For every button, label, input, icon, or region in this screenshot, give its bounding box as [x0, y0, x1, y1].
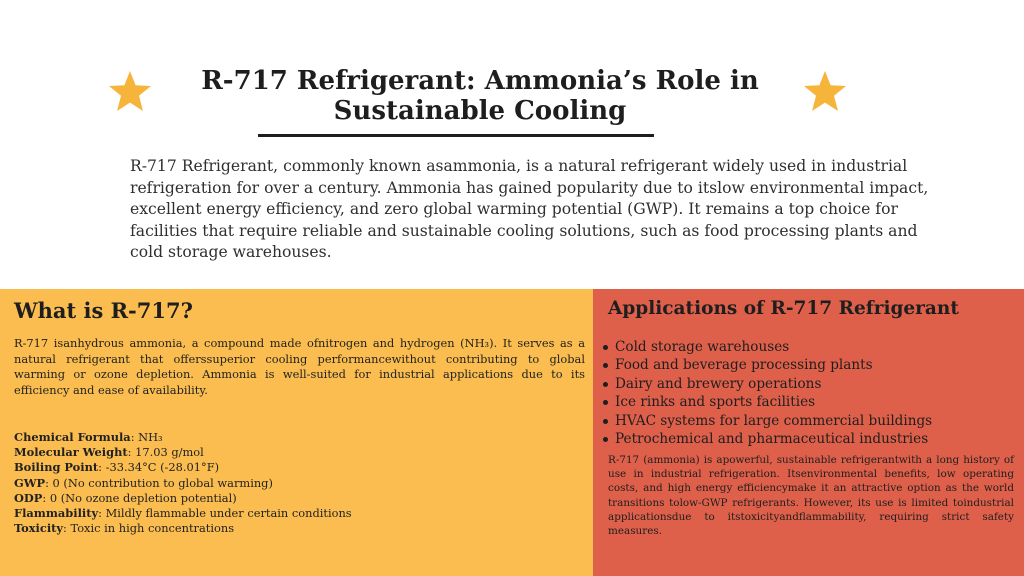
spec-value: : 17.03 g/mol [127, 445, 204, 460]
list-item: Cold storage warehouses [603, 338, 1013, 356]
spec-label: ODP [14, 490, 43, 505]
list-item: Ice rinks and sports facilities [603, 393, 1013, 411]
spec-item [14, 491, 585, 506]
spec-item [14, 521, 585, 536]
spec-value: : Mildly flammable under certain conditions [98, 506, 352, 521]
list-item: Petrochemical and pharmaceutical industries [603, 430, 1013, 448]
spec-item [14, 460, 585, 475]
star-right-icon [803, 70, 847, 112]
spec-item [14, 445, 585, 460]
title-underline [258, 134, 654, 137]
what-is-heading: What is R-717? [14, 298, 193, 323]
what-is-description: R-717 isanhydrous ammonia, a compound made ofnitrogen and hydrogen (NH₃). It serves as a natural refrigerant that offerssuperior cooling performancewithout contributing to global warming or ozone depletion. Ammonia is well-suited for industrial applications due to its efficiency and ease of availability. [14, 336, 585, 397]
list-item: Dairy and brewery operations [603, 375, 1013, 393]
star-left-icon [108, 70, 152, 112]
spec-label: Molecular Weight [14, 445, 128, 460]
spec-item [14, 476, 585, 491]
spec-item [14, 506, 585, 521]
spec-label: GWP [14, 475, 46, 490]
applications-list [603, 338, 1013, 448]
spec-value: : 0 (No ozone depletion potential) [42, 490, 237, 505]
specs-list [14, 430, 585, 536]
spec-value: : 0 (No contribution to global warming) [45, 475, 273, 490]
list-item: Food and beverage processing plants [603, 356, 1013, 374]
spec-value: : Toxic in high concentrations [63, 521, 235, 536]
applications-heading: Applications of R-717 Refrigerant [608, 298, 959, 319]
spec-label: Flammability [14, 506, 99, 521]
spec-value: : NH₃ [130, 430, 163, 444]
title-line-1: R-717 Refrigerant: Ammonia’s Role in [201, 66, 759, 96]
spec-value: : -33.34°C (-28.01°F) [98, 460, 220, 475]
spec-label: Chemical Formula [14, 430, 131, 444]
spec-label: Boiling Point [14, 460, 99, 475]
page-title [160, 66, 800, 126]
intro-paragraph: R-717 Refrigerant, commonly known asammonia, is a natural refrigerant widely used in industrial refrigeration for over a century. Ammonia has gained popularity due to itslow environmental impact, excellent energy efficiency, and zero global warming potential (GWP). It remains a top choice for facilities that require reliable and sustainable cooling solutions, such as food processing plants and cold storage warehouses. [130, 157, 929, 261]
spec-label: Toxicity [14, 521, 64, 536]
title-line-2: Sustainable Cooling [333, 96, 627, 126]
spec-item [14, 430, 585, 445]
applications-description: R-717 (ammonia) is apowerful, sustainable refrigerantwith a long history of use in industrial refrigeration. Itsenvironmental benefits, low operating costs, and high energy efficiencymake it an attractive option as the world transitions tolow-GWP refrigerants. However, its use is limited toindustrial applicationsdue to itstoxicityandflammability, requiring strict safety measures. [608, 454, 1014, 538]
list-item: HVAC systems for large commercial buildings [603, 412, 1013, 430]
